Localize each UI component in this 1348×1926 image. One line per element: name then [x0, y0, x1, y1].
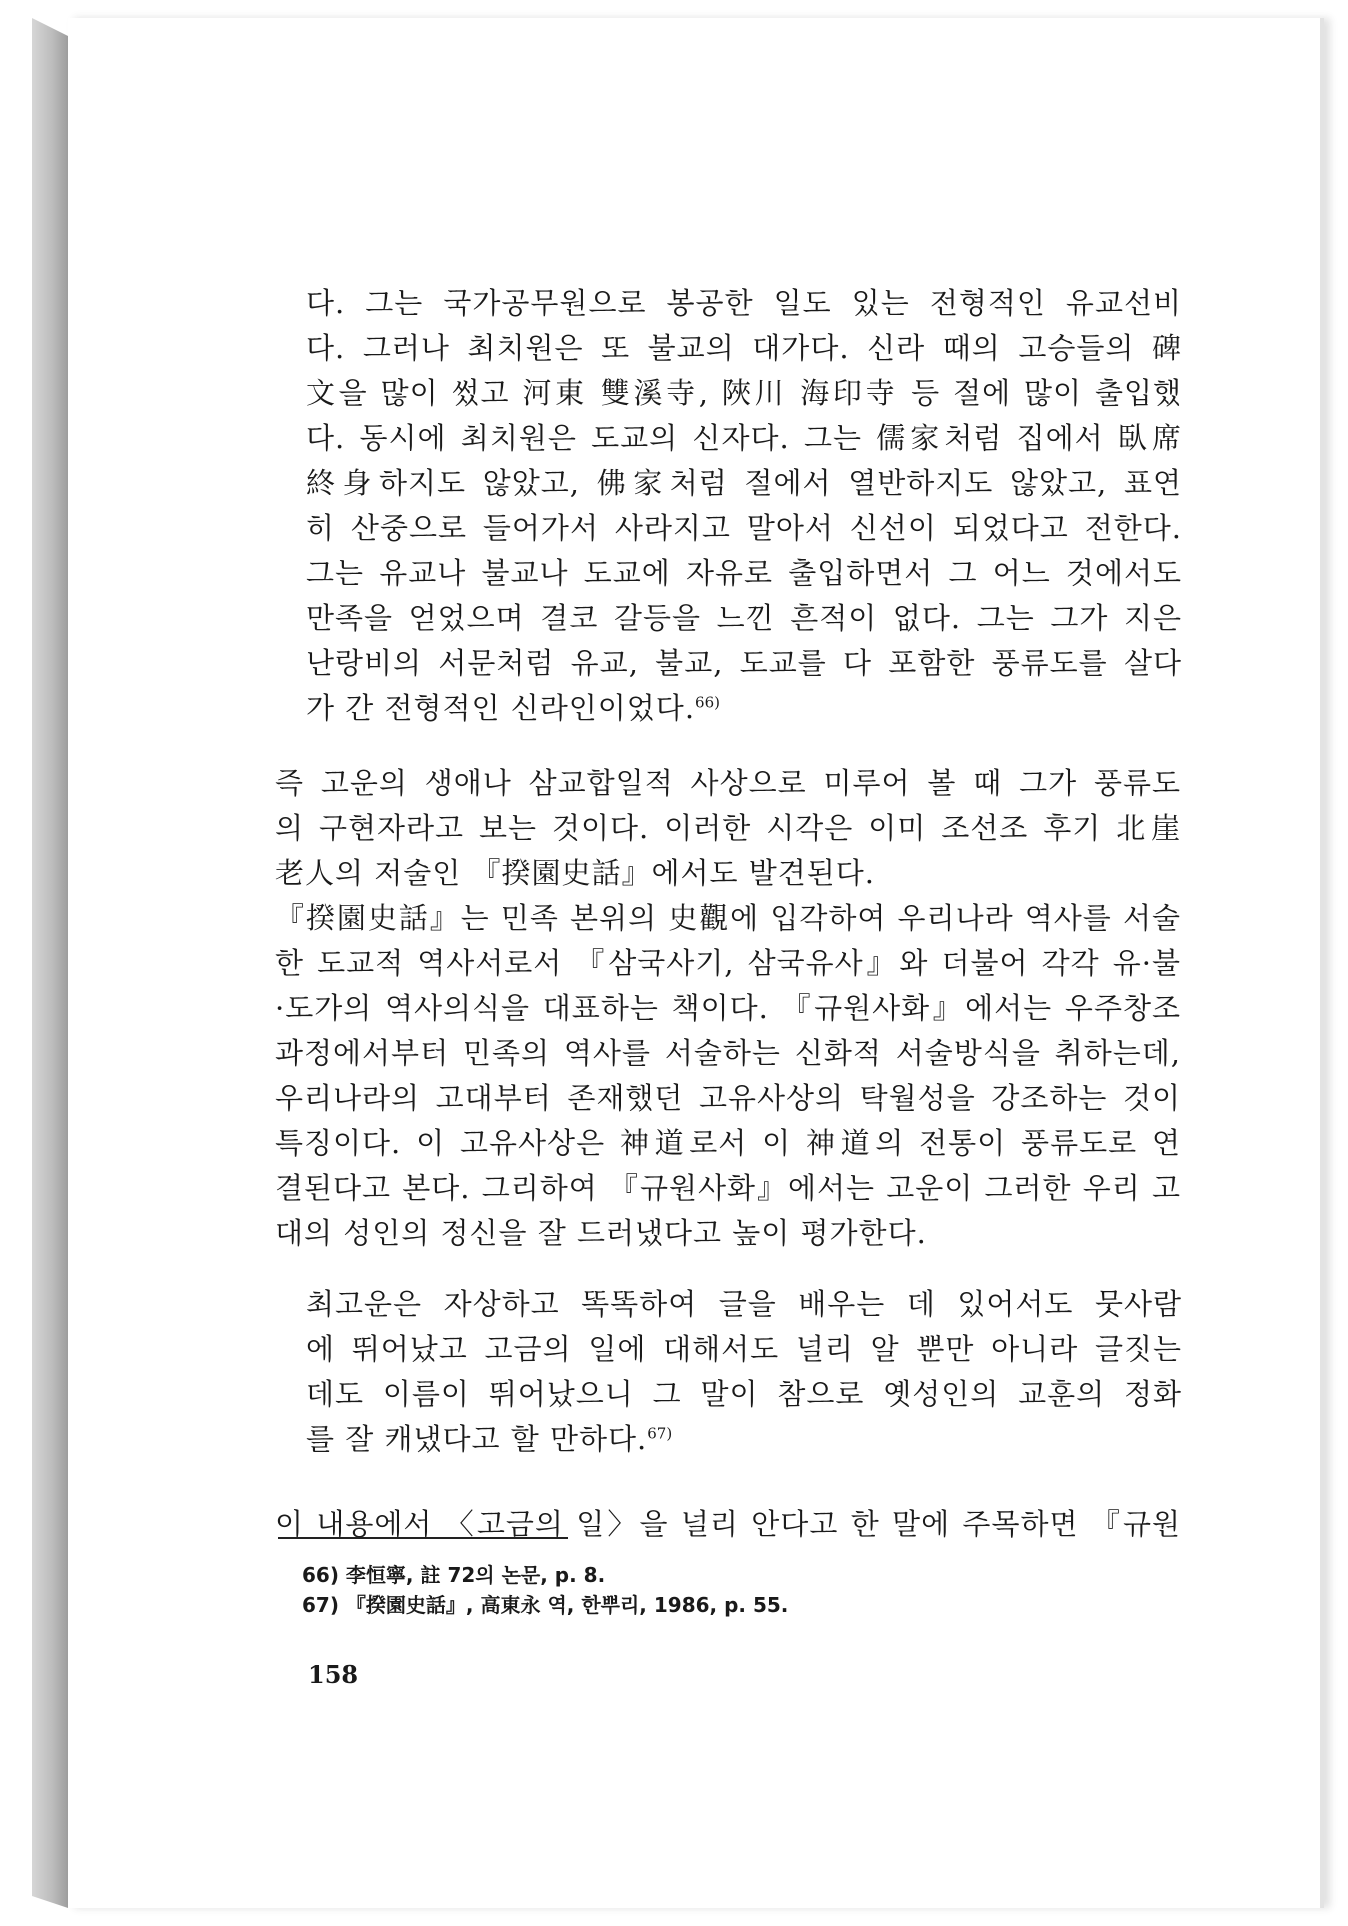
block-quote-1: [306, 281, 1182, 731]
text-line: 이 내용에서 〈고금의 일〉을 널리 안다고 한 말에 주목하면 『규원: [275, 1507, 1181, 1541]
footnotes: [302, 1560, 788, 1620]
book-edge: [32, 18, 68, 1908]
text-line: 히 산중으로 들어가서 사라지고 말아서 신선이 되었다고 전한다.: [306, 511, 1182, 545]
text-line: 즉 고운의 생애나 삼교합일적 사상으로 미루어 볼 때 그가 풍류도: [275, 766, 1181, 800]
paragraph-2: [275, 896, 1181, 1256]
text-line: 결된다고 본다. 그리하여 『규원사화』에서는 고운이 그러한 우리 고: [275, 1171, 1181, 1205]
footnote-66: 66) 李恒寧, 註 72의 논문, p. 8.: [302, 1563, 606, 1587]
text-line: 에 뛰어났고 고금의 일에 대해서도 널리 알 뿐만 아니라 글짓는: [306, 1332, 1182, 1366]
text-line: 다. 그는 국가공무원으로 봉공한 일도 있는 전형적인 유교선비: [306, 286, 1182, 320]
text-line: 그는 유교나 불교나 도교에 자유로 출입하면서 그 어느 것에서도: [306, 556, 1182, 590]
text-line: ·도가의 역사의식을 대표하는 책이다. 『규원사화』에서는 우주창조: [275, 991, 1181, 1025]
text-line: 終身하지도 않았고, 佛家처럼 절에서 열반하지도 않았고, 표연: [306, 466, 1182, 500]
text-line: 난랑비의 서문처럼 유교, 불교, 도교를 다 포함한 풍류도를 살다: [306, 646, 1182, 680]
text-line: 특징이다. 이 고유사상은 神道로서 이 神道의 전통이 풍류도로 연: [275, 1126, 1181, 1160]
text-line: 文을 많이 썼고 河東 雙溪寺, 陜川 海印寺 등 절에 많이 출입했: [306, 376, 1182, 410]
text-line: 만족을 얻었으며 결코 갈등을 느낀 흔적이 없다. 그는 그가 지은: [306, 601, 1182, 635]
text-line: 과정에서부터 민족의 역사를 서술하는 신화적 서술방식을 취하는데,: [275, 1036, 1181, 1070]
text-line: 대의 성인의 정신을 잘 드러냈다고 높이 평가한다.: [275, 1216, 927, 1250]
page-number: 158: [308, 1660, 359, 1689]
text-line: 를 잘 캐냈다고 할 만하다.: [306, 1422, 648, 1456]
footnote-ref-67[interactable]: 67): [647, 1424, 673, 1443]
footnote-divider: [278, 1537, 568, 1539]
text-line: 다. 동시에 최치원은 도교의 신자다. 그는 儒家처럼 집에서 臥席: [306, 421, 1182, 455]
paragraph-1: [275, 761, 1181, 896]
text-line-last: [306, 1417, 1182, 1462]
text-line: 한 도교적 역사서로서 『삼국사기, 삼국유사』와 더불어 각각 유·불: [275, 946, 1181, 980]
text-line: 『揆園史話』는 민족 본위의 史觀에 입각하여 우리나라 역사를 서술: [275, 901, 1181, 935]
text-line: 데도 이름이 뛰어났으니 그 말이 참으로 옛성인의 교훈의 정화: [306, 1377, 1182, 1411]
footnote-ref-66[interactable]: 66): [695, 693, 720, 712]
paragraph-3: [275, 1502, 1181, 1547]
text-line: 의 구현자라고 보는 것이다. 이러한 시각은 이미 조선조 후기 北崖: [275, 811, 1181, 845]
text-line-last: [306, 686, 1182, 731]
text-line: 다. 그러나 최치원은 또 불교의 대가다. 신라 때의 고승들의 碑: [306, 331, 1182, 365]
block-quote-2: [306, 1282, 1182, 1462]
text-line: 가 간 전형적인 신라인이었다.: [306, 691, 696, 725]
footnote-67: 67) 『揆園史話』, 高東永 역, 한뿌리, 1986, p. 55.: [302, 1593, 789, 1617]
text-line: 최고운은 자상하고 똑똑하여 글을 배우는 데 있어서도 뭇사람: [306, 1287, 1182, 1321]
text-line: 우리나라의 고대부터 존재했던 고유사상의 탁월성을 강조하는 것이: [275, 1081, 1181, 1115]
text-line: 老人의 저술인 『揆園史話』에서도 발견된다.: [275, 856, 876, 890]
